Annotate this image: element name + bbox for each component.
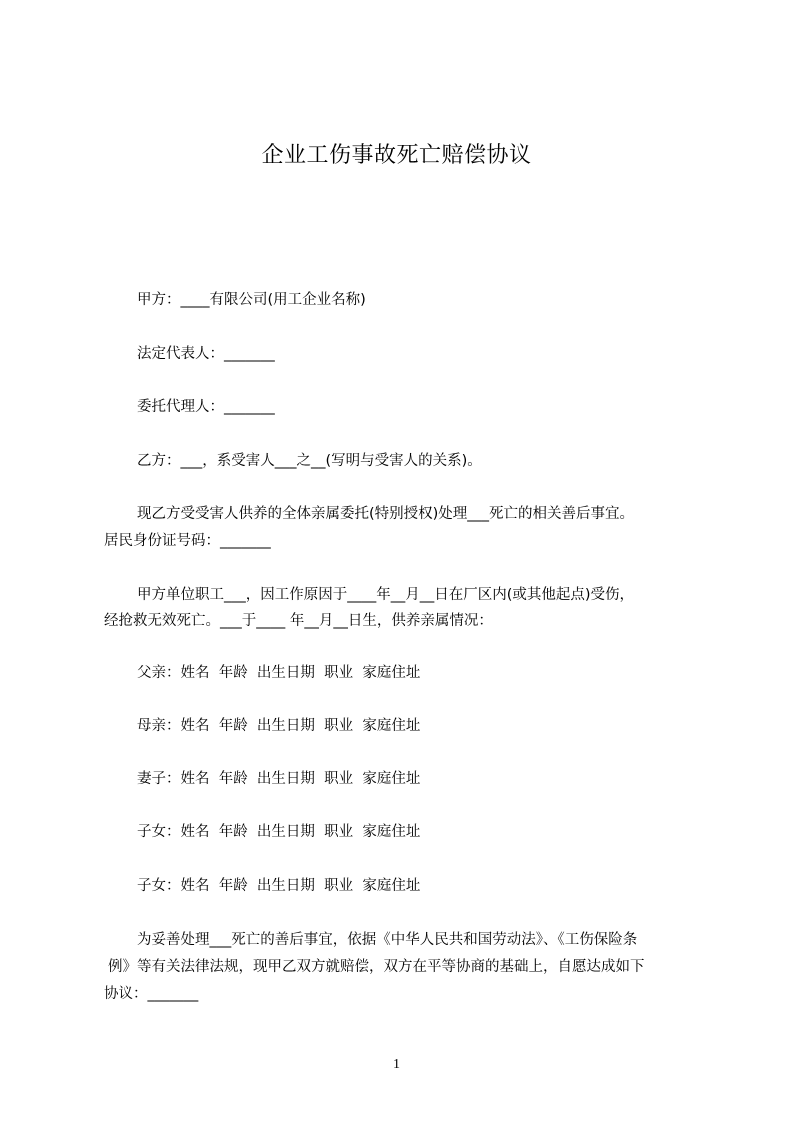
agreement-paragraph-line-3: 协议：_______ — [104, 986, 199, 1002]
dependent-mother-line: 母亲：姓名 年龄 出生日期 职业 家庭住址 — [137, 718, 421, 734]
dependent-child-line-2: 子女：姓名 年龄 出生日期 职业 家庭住址 — [137, 878, 421, 894]
document-title: 企业工伤事故死亡赔偿协议 — [261, 143, 532, 168]
incident-paragraph-line-2: 经抢救无效死亡。___于____ 年__月__日生，供养亲属情况： — [104, 613, 493, 629]
agreement-paragraph-line-2: 例》等有关法律法规，现甲乙双方就赔偿，双方在平等协商的基础上，自愿达成如下 — [108, 959, 645, 975]
dependent-father-line: 父亲：姓名 年龄 出生日期 职业 家庭住址 — [137, 665, 421, 681]
dependent-child-line-1: 子女：姓名 年龄 出生日期 职业 家庭住址 — [137, 824, 421, 840]
party-a-line: 甲方：____有限公司(用工企业名称) — [137, 292, 366, 308]
page-number: 1 — [393, 1057, 400, 1072]
authorized-agent-line: 委托代理人：_______ — [137, 399, 275, 415]
agreement-paragraph-line-1: 为妥善处理___死亡的善后事宜，依据《中华人民共和国劳动法》、《工伤保险条 — [137, 932, 638, 948]
party-b-line: 乙方：___，系受害人___之__(写明与受害人的关系)。 — [137, 453, 482, 469]
incident-paragraph-line-1: 甲方单位职工___，因工作原因于____年__月__日在厂区内(或其他起点)受伤， — [137, 587, 635, 603]
entrustment-paragraph-line-1: 现乙方受受害人供养的全体亲属委托(特别授权)处理___死亡的相关善后事宜。 — [137, 506, 635, 522]
legal-representative-line: 法定代表人：_______ — [137, 346, 275, 362]
entrustment-paragraph-line-2: 居民身份证号码：_______ — [104, 533, 271, 549]
dependent-wife-line: 妻子：姓名 年龄 出生日期 职业 家庭住址 — [137, 771, 421, 787]
